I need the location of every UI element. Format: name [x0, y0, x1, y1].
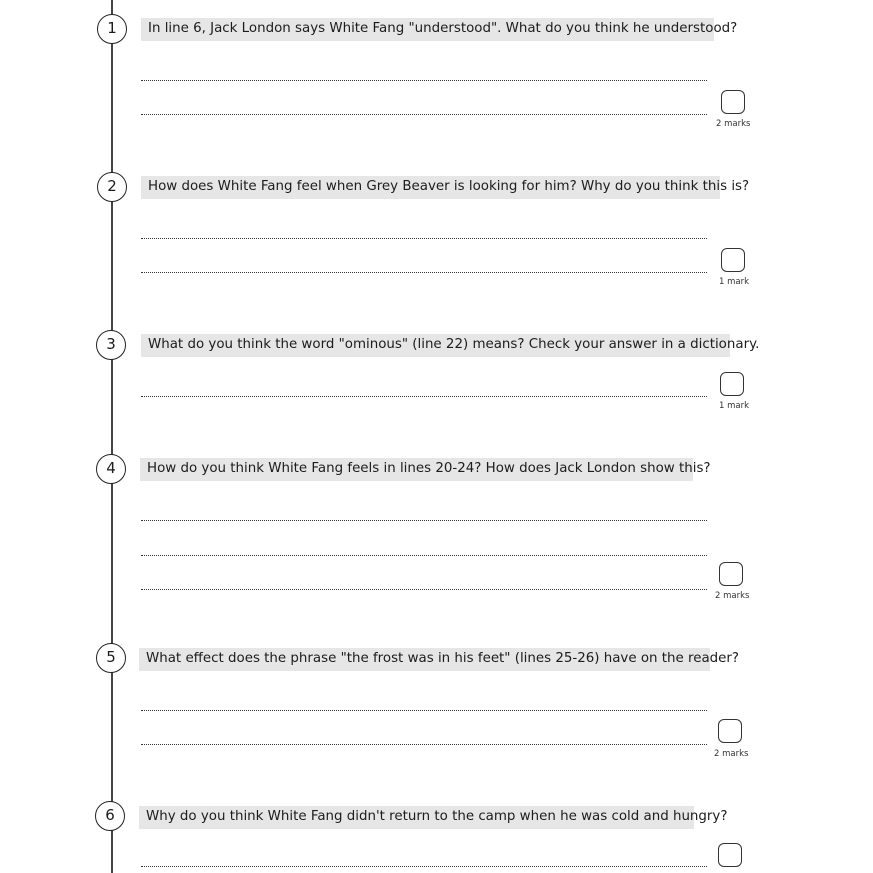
question-text: What do you think the word "ominous" (line 22) means? Check your answer in a dictionary.: [141, 334, 730, 357]
marks-box[interactable]: [721, 248, 745, 272]
answer-line[interactable]: [141, 238, 707, 239]
question-number: 6: [95, 801, 125, 831]
answer-line[interactable]: [141, 80, 707, 81]
answer-line[interactable]: [141, 114, 707, 115]
marks-box[interactable]: [718, 843, 742, 867]
question-text: What effect does the phrase "the frost was in his feet" (lines 25-26) have on the reader?: [139, 648, 710, 671]
question-number: 4: [96, 454, 126, 484]
answer-line[interactable]: [141, 520, 707, 521]
question-number: 1: [97, 14, 127, 44]
question-text: In line 6, Jack London says White Fang "understood". What do you think he understood?: [141, 18, 714, 41]
question-number: 3: [96, 330, 126, 360]
marks-box[interactable]: [719, 562, 743, 586]
answer-line[interactable]: [141, 272, 707, 273]
answer-line[interactable]: [141, 744, 707, 745]
question-text: How do you think White Fang feels in lines 20-24? How does Jack London show this?: [140, 458, 693, 481]
answer-line[interactable]: [141, 396, 707, 397]
marks-box[interactable]: [721, 90, 745, 114]
marks-label: 1 mark: [719, 277, 750, 287]
marks-box[interactable]: [718, 719, 742, 743]
question-text: How does White Fang feel when Grey Beaver is looking for him? Why do you think this is?: [141, 176, 720, 199]
answer-line[interactable]: [141, 710, 707, 711]
margin-line: [111, 0, 113, 873]
answer-line[interactable]: [141, 589, 707, 590]
marks-label: 2 marks: [716, 119, 751, 129]
question-text: Why do you think White Fang didn't return to the camp when he was cold and hungry?: [139, 806, 694, 829]
marks-box[interactable]: [720, 372, 744, 396]
question-number: 2: [97, 172, 127, 202]
answer-line[interactable]: [141, 866, 707, 867]
marks-label: 1 mark: [719, 401, 750, 411]
question-number: 5: [96, 643, 126, 673]
answer-line[interactable]: [141, 555, 707, 556]
marks-label: 2 marks: [715, 591, 750, 601]
marks-label: 2 marks: [714, 749, 749, 759]
